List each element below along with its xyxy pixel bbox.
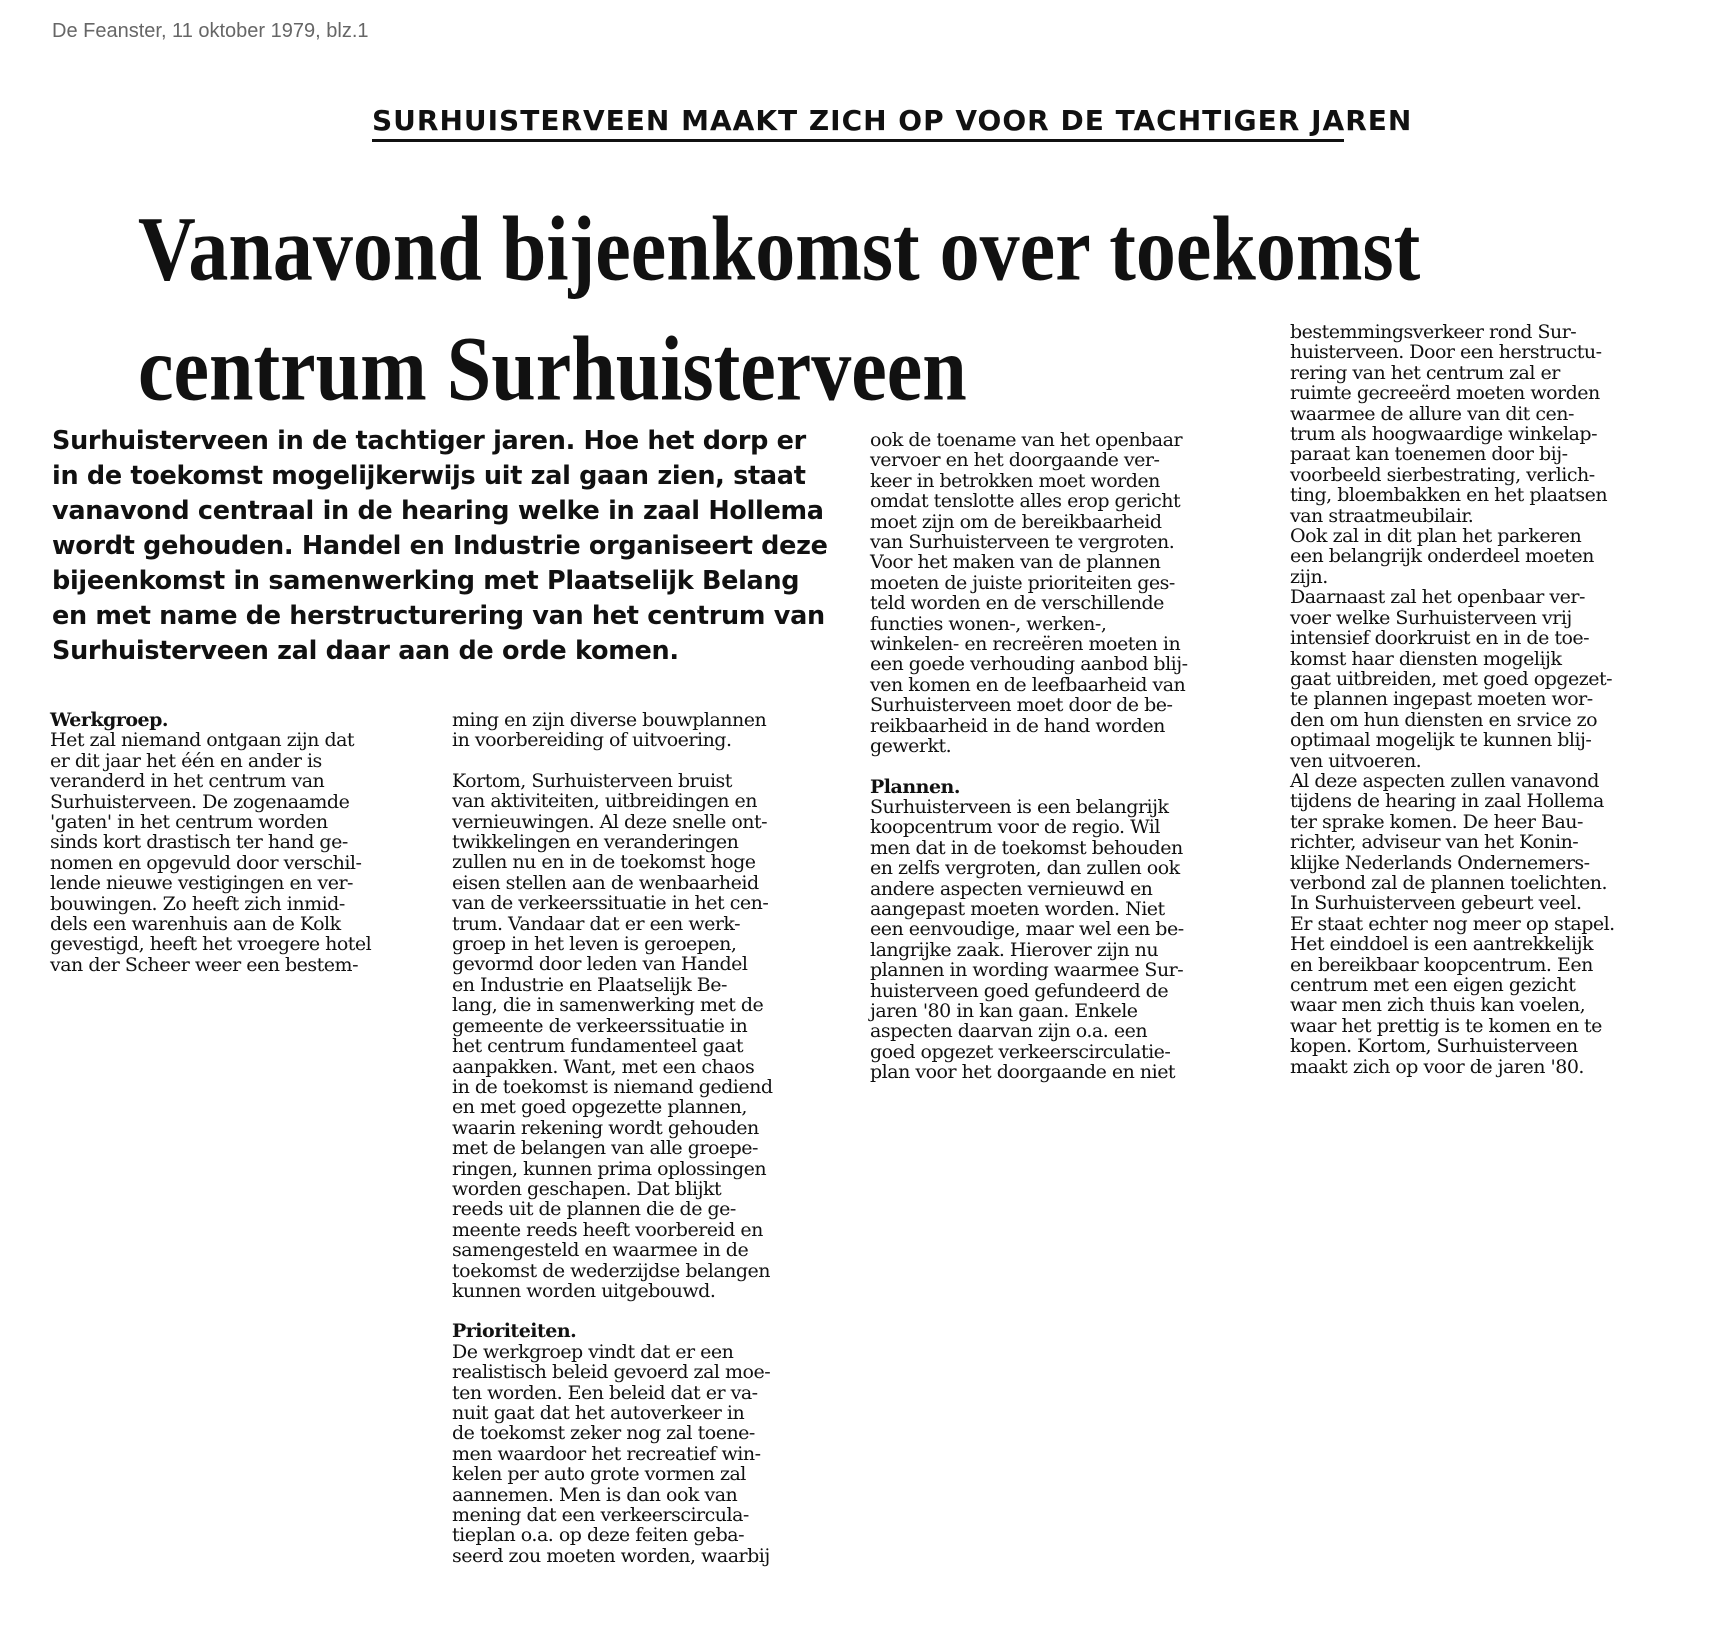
- text-line: van aktiviteiten, uitbreidingen en: [452, 790, 758, 813]
- text-line: aangepast moeten worden. Niet: [870, 897, 1165, 920]
- text-line: functies wonen-, werken-,: [870, 612, 1107, 635]
- text-line: en zelfs vergroten, dan zullen ook: [870, 857, 1180, 880]
- text-line: seerd zou moeten worden, waarbij: [452, 1544, 770, 1567]
- subheading: Werkgroep.: [50, 709, 169, 731]
- text-line: plannen in wording waarmee Sur-: [870, 959, 1184, 982]
- text-line: vernieuwingen. Al deze snelle ont-: [452, 810, 768, 833]
- text-line: goed opgezet verkeerscirculatie-: [870, 1040, 1171, 1063]
- text-line: toekomst de wederzijdse belangen: [452, 1259, 771, 1282]
- subheading: Plannen.: [870, 775, 960, 798]
- text-line: men waardoor het recreatief win-: [452, 1442, 761, 1465]
- text-line: een goede verhouding aanbod blij-: [870, 653, 1188, 676]
- headline-line: Vanavond bijeenkomst over toekomst: [138, 199, 1421, 301]
- text-line: langrijke zaak. Hierover zijn nu: [870, 938, 1159, 961]
- text-line: en met name de herstructurering van het centrum van: [52, 601, 825, 631]
- text-line: eisen stellen aan de wenbaarheid: [452, 871, 759, 894]
- text-line: een eenvoudige, maar wel een be-: [870, 918, 1184, 941]
- text-line: Surhuisterveen is een belangrijk: [870, 795, 1169, 818]
- text-line: huisterveen goed gefundeerd de: [870, 979, 1169, 1002]
- text-line: Surhuisterveen. De zogenaamde: [50, 790, 350, 813]
- text-line: groep in het leven is geroepen,: [452, 933, 737, 956]
- text-line: de toekomst zeker nog zal toene-: [452, 1422, 755, 1445]
- subheading: Prioriteiten.: [452, 1320, 577, 1343]
- text-line: moeten de juiste prioriteiten ges-: [870, 571, 1175, 594]
- text-line: van straatmeubilair.: [1290, 504, 1474, 527]
- text-line: ting, bloembakken en het plaatsen: [1290, 484, 1608, 507]
- text-line: ter sprake komen. De heer Bau-: [1290, 810, 1583, 833]
- text-line: zijn.: [1290, 565, 1328, 588]
- text-line: en bereikbaar koopcentrum. Een: [1290, 953, 1593, 976]
- text-line: maakt zich op voor de jaren '80.: [1290, 1055, 1584, 1078]
- text-line: gevestigd, heeft het vroegere hotel: [50, 933, 372, 956]
- text-line: gemeente de verkeerssituatie in: [452, 1014, 748, 1037]
- text-line: ven uitvoeren.: [1290, 749, 1422, 772]
- text-line: van Surhuisterveen te vergroten.: [870, 531, 1175, 554]
- text-line: meente reeds heeft voorbereid en: [452, 1218, 763, 1241]
- text-line: moet zijn om de bereikbaarheid: [870, 510, 1162, 533]
- text-line: twikkelingen en veranderingen: [452, 831, 739, 854]
- text-line: kunnen worden uitgebouwd.: [452, 1279, 716, 1302]
- text-line: waarin rekening wordt gehouden: [452, 1116, 759, 1139]
- text-line: Voor het maken van de plannen: [870, 551, 1161, 574]
- text-line: sinds kort drastisch ter hand ge-: [50, 831, 348, 854]
- text-line: in voorbereiding of uitvoering.: [452, 729, 732, 752]
- text-line: tijdens de hearing in zaal Hollema: [1290, 790, 1604, 813]
- text-line: trum als hoogwaardige winkelap-: [1290, 423, 1597, 446]
- text-line: ven komen en de leefbaarheid van: [870, 673, 1186, 696]
- text-line: verbond zal de plannen toelichten.: [1290, 871, 1608, 894]
- paragraph-gap: [452, 1301, 842, 1321]
- text-line: Surhuisterveen in de tachtiger jaren. Hoe het dorp er: [52, 426, 806, 456]
- text-line: een belangrijk onderdeel moeten: [1290, 545, 1594, 568]
- text-line: 'gaten' in het centrum worden: [50, 811, 328, 834]
- text-line: het centrum fundamenteel gaat: [452, 1035, 743, 1058]
- text-line: ruimte gecreeërd moeten worden: [1290, 382, 1600, 405]
- text-line: gaat uitbreiden, met goed opgezet-: [1290, 667, 1613, 690]
- text-line: bestemmingsverkeer rond Sur-: [1290, 321, 1577, 343]
- text-line: en Industrie en Plaatselijk Be-: [452, 973, 727, 996]
- text-line: voer welke Surhuisterveen vrij: [1290, 606, 1572, 629]
- headline-line: centrum Surhuisterveen: [138, 318, 967, 420]
- text-line: intensief doorkruist en in de toe-: [1290, 627, 1590, 650]
- text-line: reeds uit de plannen die de ge-: [452, 1198, 736, 1221]
- text-line: dels een warenhuis aan de Kolk: [50, 913, 341, 936]
- text-line: rering van het centrum zal er: [1290, 361, 1560, 384]
- text-line: winkelen- en recreëren moeten in: [870, 633, 1181, 656]
- text-line: wordt gehouden. Handel en Industrie organiseert deze: [52, 531, 828, 561]
- text-line: Surhuisterveen moet door de be-: [870, 694, 1173, 717]
- text-line: waar men zich thuis kan voelen,: [1290, 994, 1586, 1017]
- text-line: tieplan o.a. op deze feiten geba-: [452, 1524, 745, 1547]
- text-line: met de belangen van alle groepe-: [452, 1137, 758, 1160]
- text-line: mening dat een verkeerscircula-: [452, 1504, 749, 1527]
- text-line: in de toekomst mogelijkerwijs uit zal gaan zien, staat: [52, 461, 806, 491]
- text-line: De werkgroep vindt dat er een: [452, 1340, 734, 1363]
- text-line: nomen en opgevuld door verschil-: [50, 851, 362, 874]
- text-line: den om hun diensten en srvice zo: [1290, 708, 1598, 731]
- text-line: veranderd in het centrum van: [50, 770, 325, 793]
- paragraph-gap: [452, 751, 842, 771]
- text-line: Daarnaast zal het openbaar ver-: [1290, 586, 1585, 609]
- text-line: Er staat echter nog meer op stapel.: [1290, 912, 1615, 935]
- text-line: omdat tenslotte alles erop gericht: [870, 490, 1181, 513]
- text-line: voorbeeld sierbestrating, verlich-: [1290, 463, 1595, 486]
- text-line: Kortom, Surhuisterveen bruist: [452, 769, 732, 792]
- text-line: Ook zal in dit plan het parkeren: [1290, 525, 1582, 548]
- text-line: vanavond centraal in de hearing welke in zaal Hollema: [52, 496, 824, 526]
- text-line: jaren '80 in kan gaan. Enkele: [870, 999, 1138, 1022]
- text-line: centrum met een eigen gezicht: [1290, 974, 1576, 996]
- text-line: samengesteld en waarmee in de: [452, 1239, 749, 1262]
- text-line: Surhuisterveen zal daar aan de orde komen.: [52, 636, 679, 666]
- text-line: en met goed opgezette plannen,: [452, 1096, 747, 1119]
- text-line: ook de toename van het openbaar: [870, 429, 1183, 451]
- text-line: gevormd door leden van Handel: [452, 953, 748, 976]
- kicker-heading: SURHUISTERVEEN MAAKT ZICH OP VOOR DE TACHTIGER JAREN: [372, 104, 1344, 142]
- text-line: huisterveen. Door een herstructu-: [1290, 341, 1602, 364]
- text-line: waarmee de allure van dit cen-: [1290, 402, 1574, 425]
- text-line: Het einddoel is een aantrekkelijk: [1290, 933, 1593, 956]
- text-line: koopcentrum voor de regio. Wil: [870, 816, 1160, 839]
- text-line: paraat kan toenemen door bij-: [1290, 443, 1568, 466]
- text-line: keer in betrokken moet worden: [870, 469, 1160, 492]
- text-line: in de toekomst is niemand gediend: [452, 1075, 773, 1098]
- text-line: worden geschapen. Dat blijkt: [452, 1177, 722, 1200]
- text-line: aanpakken. Want, met een chaos: [452, 1055, 755, 1078]
- text-line: er dit jaar het één en ander is: [50, 749, 322, 772]
- text-line: gewerkt.: [870, 735, 952, 758]
- text-line: richter, adviseur van het Konin-: [1290, 831, 1579, 854]
- text-line: Al deze aspecten zullen vanavond: [1290, 769, 1599, 792]
- text-line: te plannen ingepast moeten wor-: [1290, 688, 1593, 711]
- text-line: lende nieuwe vestigingen en ver-: [50, 872, 353, 895]
- text-line: klijke Nederlands Ondernemers-: [1290, 851, 1590, 874]
- text-line: zullen nu en in de toekomst hoge: [452, 851, 756, 874]
- intro-paragraph: [52, 424, 852, 669]
- text-line: komst haar diensten mogelijk: [1290, 647, 1562, 670]
- text-line: plan voor het doorgaande en niet: [870, 1061, 1176, 1084]
- column-2: [452, 710, 842, 1566]
- text-line: lang, die in samenwerking met de: [452, 994, 764, 1017]
- source-line: De Feanster, 11 oktober 1979, blz.1: [52, 20, 369, 42]
- text-line: kelen per auto grote vormen zal: [452, 1463, 746, 1486]
- text-line: kopen. Kortom, Surhuisterveen: [1290, 1035, 1578, 1058]
- text-line: teld worden en de verschillende: [870, 592, 1164, 615]
- text-line: vervoer en het doorgaande ver-: [870, 449, 1160, 472]
- text-line: waar het prettig is te komen en te: [1290, 1014, 1602, 1037]
- text-line: men dat in de toekomst behouden: [870, 836, 1183, 859]
- text-line: aannemen. Men is dan ook van: [452, 1483, 738, 1506]
- text-line: van de verkeerssituatie in het cen-: [452, 892, 769, 915]
- text-line: bijeenkomst in samenwerking met Plaatselijk Belang: [52, 566, 800, 596]
- text-line: reikbaarheid in de hand worden: [870, 714, 1165, 737]
- text-line: Het zal niemand ontgaan zijn dat: [50, 729, 355, 752]
- text-line: optimaal mogelijk te kunnen blij-: [1290, 729, 1592, 752]
- text-line: bouwingen. Zo heeft zich inmid-: [50, 892, 345, 915]
- text-line: trum. Vandaar dat er een werk-: [452, 912, 741, 935]
- column-4: [1290, 322, 1680, 1077]
- text-line: nuit gaat dat het autoverkeer in: [452, 1402, 745, 1424]
- text-line: aspecten daarvan zijn o.a. een: [870, 1020, 1148, 1043]
- paragraph-gap: [870, 757, 1260, 777]
- text-line: ten worden. Een beleid dat er va-: [452, 1381, 758, 1404]
- column-3: [870, 430, 1260, 1083]
- text-line: realistisch beleid gevoerd zal moe-: [452, 1361, 771, 1384]
- text-line: andere aspecten vernieuwd en: [870, 877, 1153, 900]
- column-1: [50, 710, 420, 975]
- text-line: ming en zijn diverse bouwplannen: [452, 709, 767, 731]
- text-line: ringen, kunnen prima oplossingen: [452, 1157, 767, 1180]
- text-line: van der Scheer weer een bestem-: [50, 953, 358, 976]
- text-line: In Surhuisterveen gebeurt veel.: [1290, 892, 1582, 915]
